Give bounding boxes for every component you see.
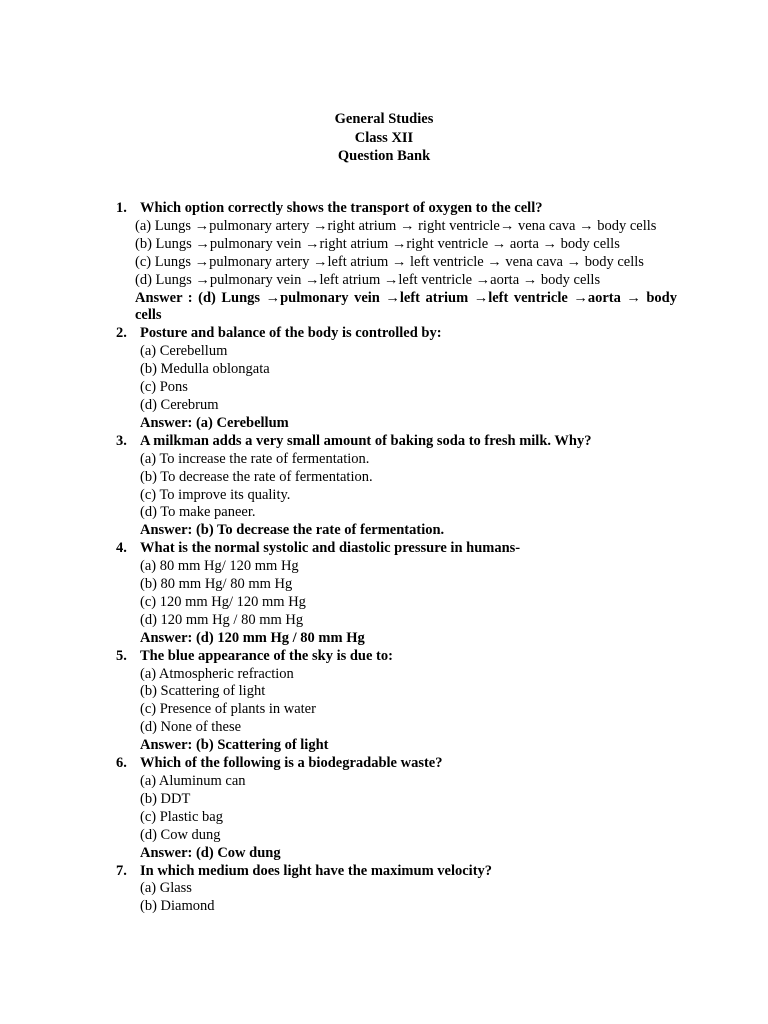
document-header <box>0 110 768 166</box>
option-b: (b) Diamond <box>140 898 215 915</box>
answer: Answer: (b) To decrease the rate of fermentation. <box>140 522 445 539</box>
question-text: Which option correctly shows the transport of oxygen to the cell? <box>140 200 543 216</box>
answer: Answer: (d) Cow dung <box>140 844 281 861</box>
option-d: (d) Lungs →pulmonary vein →left atrium →left ventricle →aorta → body cells <box>135 271 601 288</box>
option-d: (d) Cow dung <box>140 826 221 843</box>
question-1 <box>0 200 768 325</box>
question-4 <box>0 540 768 647</box>
option-d: (d) None of these <box>140 719 242 736</box>
question-number: 4. <box>116 540 127 557</box>
option-c: (c) Presence of plants in water <box>140 701 316 718</box>
option-a: (a) Cerebellum <box>140 343 228 360</box>
option-c: (c) Pons <box>140 379 188 396</box>
option-d: (d) 120 mm Hg / 80 mm Hg <box>140 611 304 628</box>
question-2 <box>0 325 768 432</box>
question-text: Posture and balance of the body is controlled by: <box>140 325 442 342</box>
question-text: In which medium does light have the maximum velocity? <box>140 862 493 879</box>
option-c: (c) Lungs →pulmonary artery →left atrium → left ventricle → vena cava → body cells <box>135 253 644 270</box>
question-number: 7. <box>116 862 127 879</box>
option-a: (a) Aluminum can <box>140 773 246 789</box>
answer: Answer : (d) Lungs →pulmonary vein →left atrium →left ventricle →aorta → body cells <box>135 289 677 324</box>
option-c: (c) 120 mm Hg/ 120 mm Hg <box>140 593 306 610</box>
question-6 <box>0 755 768 862</box>
answer: Answer: (d) 120 mm Hg / 80 mm Hg <box>140 629 365 646</box>
question-text: The blue appearance of the sky is due to: <box>140 647 393 664</box>
question-number: 1. <box>116 200 127 216</box>
option-b: (b) Scattering of light <box>140 683 266 700</box>
header-title: Question Bank <box>337 148 431 165</box>
question-number: 2. <box>116 325 127 342</box>
question-text: A milkman adds a very small amount of baking soda to fresh milk. Why? <box>140 432 592 449</box>
option-b: (b) 80 mm Hg/ 80 mm Hg <box>140 576 293 593</box>
header-subject: General Studies <box>334 111 434 127</box>
option-b: (b) Lungs →pulmonary vein →right atrium →right ventricle → aorta → body cells <box>135 235 620 252</box>
option-c: (c) To improve its quality. <box>140 486 291 503</box>
question-list <box>0 200 768 916</box>
question-5 <box>0 648 768 755</box>
question-7 <box>0 863 768 917</box>
option-a: (a) Atmospheric refraction <box>140 665 294 682</box>
question-number: 6. <box>116 755 127 772</box>
answer: Answer: (a) Cerebellum <box>140 414 289 431</box>
question-number: 5. <box>116 647 127 664</box>
option-a: (a) 80 mm Hg/ 120 mm Hg <box>140 558 299 575</box>
option-a: (a) Glass <box>140 880 192 897</box>
question-text: What is the normal systolic and diastolic pressure in humans- <box>140 540 521 557</box>
answer: Answer: (b) Scattering of light <box>140 737 329 754</box>
option-c: (c) Plastic bag <box>140 808 223 825</box>
option-b: (b) To decrease the rate of fermentation. <box>140 468 373 485</box>
header-class: Class XII <box>354 129 414 146</box>
question-3 <box>0 433 768 540</box>
option-d: (d) Cerebrum <box>140 396 219 413</box>
question-text: Which of the following is a biodegradable waste? <box>140 755 443 772</box>
option-a: (a) Lungs →pulmonary artery →right atrium → right ventricle→ vena cava → body cells <box>135 217 657 234</box>
option-b: (b) Medulla oblongata <box>140 361 270 378</box>
option-d: (d) To make paneer. <box>140 504 256 521</box>
question-number: 3. <box>116 432 127 449</box>
option-a: (a) To increase the rate of fermentation. <box>140 450 370 467</box>
option-b: (b) DDT <box>140 790 191 807</box>
